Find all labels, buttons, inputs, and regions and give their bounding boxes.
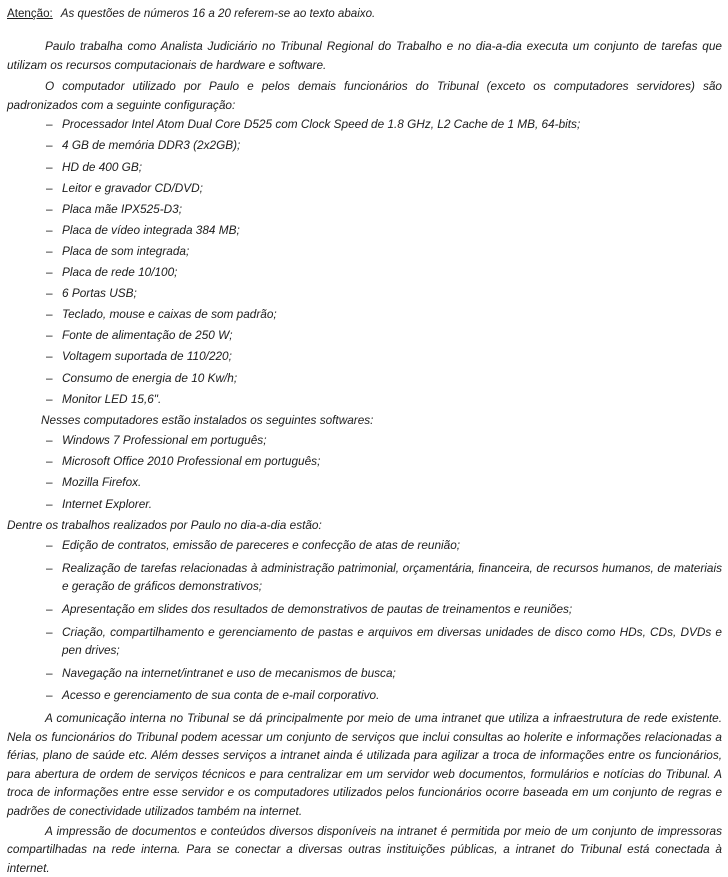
hardware-list-item (7, 390, 722, 409)
software-list (7, 431, 722, 513)
list-bullet-dash-icon: – (46, 475, 53, 490)
list-item-text: Consumo de energia de 10 Kw/h; (62, 370, 238, 385)
list-item-text: Internet Explorer. (62, 496, 153, 511)
paragraph-intro-1: Paulo trabalha como Analista Judiciário no Tribunal Regional do Trabalho e no dia-a-dia executa um conjunto de tarefas que utilizam os recursos computacionais de hardware e software. (7, 39, 722, 72)
list-item-text: Leitor e gravador CD/DVD; (62, 180, 203, 195)
list-bullet-dash-icon: – (46, 307, 53, 322)
list-item-text: Processador Intel Atom Dual Core D525 com Clock Speed de 1.8 GHz, L2 Cache de 1 MB, 64-bits; (62, 117, 581, 132)
hardware-list-item (7, 305, 722, 324)
hardware-list-item (7, 263, 722, 282)
task-list-item (7, 600, 722, 619)
hardware-list-item (7, 200, 722, 219)
list-item-text: Microsoft Office 2010 Professional em português; (62, 454, 321, 469)
hardware-list-item (7, 369, 722, 388)
list-bullet-dash-icon: – (46, 665, 53, 680)
list-bullet-dash-icon: – (46, 349, 53, 364)
list-item-text: Navegação na internet/intranet e uso de mecanismos de busca; (62, 665, 396, 680)
list-bullet-dash-icon: – (46, 159, 53, 174)
list-item-text: Placa de rede 10/100; (62, 265, 178, 280)
list-bullet-dash-icon: – (46, 222, 53, 237)
hardware-list-item (7, 136, 722, 155)
attention-notice (7, 6, 722, 21)
list-item-text: 6 Portas USB; (62, 286, 137, 301)
list-bullet-dash-icon: – (46, 560, 53, 575)
list-bullet-dash-icon: – (46, 180, 53, 195)
list-item-text: Acesso e gerenciamento de sua conta de e-mail corporativo. (62, 688, 380, 703)
task-list-item (7, 559, 722, 596)
list-bullet-dash-icon: – (46, 243, 53, 258)
list-bullet-dash-icon: – (46, 370, 53, 385)
list-item-text: Placa de vídeo integrada 384 MB; (62, 222, 240, 237)
hardware-specification-list (7, 115, 722, 408)
list-bullet-dash-icon: – (46, 328, 53, 343)
hardware-list-item (7, 221, 722, 240)
task-list-item (7, 686, 722, 705)
list-bullet-dash-icon: – (46, 433, 53, 448)
hardware-list-item (7, 284, 722, 303)
software-list-item (7, 452, 722, 471)
hardware-list-item (7, 242, 722, 261)
software-list-item (7, 431, 722, 450)
hardware-list-item (7, 115, 722, 134)
list-item-text: Placa mãe IPX525-D3; (62, 201, 182, 216)
list-item-text: 4 GB de memória DDR3 (2x2GB); (62, 138, 241, 153)
software-list-item (7, 495, 722, 514)
list-bullet-dash-icon: – (46, 496, 53, 511)
software-list-item (7, 473, 722, 492)
list-item-text: Realização de tarefas relacionadas à administração patrimonial, orçamentária, financeira, de recursos humanos, de materiais e geração de gráficos demonstrativos; (62, 560, 722, 594)
paragraph-closing-2: A impressão de documentos e conteúdos diversos disponíveis na intranet é permitida por meio de um conjunto de impressoras compartilhadas na rede interna. Para se conectar a diversas outras instituições públicas, a intranet do Tribunal está conectada à internet. (7, 823, 722, 875)
list-item-text: Mozilla Firefox. (62, 475, 142, 490)
list-bullet-dash-icon: – (46, 201, 53, 216)
task-list-item (7, 623, 722, 660)
paragraph-closing-1: A comunicação interna no Tribunal se dá principalmente por meio de uma intranet que utiliza a infraestrutura de rede existente. Nela os funcionários do Tribunal podem acessar um conjunto de serviços que inclui consultas ao holerite e informações relacionadas a férias, plano de saúde etc. Além desses serviços a intranet ainda é utilizada para agilizar a troca de informações entre os funcionários, para abertura de ordem de serviços técnicos e para centralizar em um servidor web documentos, formulários e notícias do Tribunal. A troca de informações entre esse servidor e os computadores utilizados pelos funcionários ocorre baseada em um conjunto de regras e padrões de conectividade utilizados também na internet. (7, 711, 722, 818)
hardware-list-item (7, 158, 722, 177)
tasks-list-lead: Dentre os trabalhos realizados por Paulo no dia-a-dia estão: (7, 517, 322, 532)
list-item-text: Apresentação em slides dos resultados de demonstrativos de pautas de treinamentos e reuniões; (62, 602, 573, 617)
list-bullet-dash-icon: – (46, 265, 53, 280)
list-item-text: Fonte de alimentação de 250 W; (62, 328, 233, 343)
list-item-text: Edição de contratos, emissão de pareceres e confecção de atas de reunião; (62, 538, 461, 553)
list-bullet-dash-icon: – (46, 286, 53, 301)
tasks-list (7, 536, 722, 705)
list-item-text: Teclado, mouse e caixas de som padrão; (62, 307, 277, 322)
task-list-item (7, 664, 722, 683)
hardware-list-item (7, 347, 722, 366)
list-bullet-dash-icon: – (46, 454, 53, 469)
paragraph-intro-2: O computador utilizado por Paulo e pelos demais funcionários do Tribunal (exceto os computadores servidores) são padronizados com a seguinte configuração: (7, 79, 722, 112)
list-item-text: Voltagem suportada de 110/220; (62, 349, 232, 364)
hardware-list-item (7, 326, 722, 345)
list-bullet-dash-icon: – (46, 624, 53, 639)
list-bullet-dash-icon: – (46, 138, 53, 153)
attention-label: Atenção: (7, 7, 53, 20)
list-bullet-dash-icon: – (46, 538, 53, 553)
list-item-text: HD de 400 GB; (62, 159, 142, 174)
task-list-item (7, 536, 722, 555)
list-item-text: Placa de som integrada; (62, 243, 190, 258)
list-bullet-dash-icon: – (46, 391, 53, 406)
hardware-list-item (7, 179, 722, 198)
list-bullet-dash-icon: – (46, 117, 53, 132)
list-item-text: Monitor LED 15,6". (62, 391, 162, 406)
list-item-text: Windows 7 Professional em português; (62, 433, 267, 448)
list-bullet-dash-icon: – (46, 602, 53, 617)
attention-text: As questões de números 16 a 20 referem-se ao texto abaixo. (60, 7, 376, 20)
list-item-text: Criação, compartilhamento e gerenciamento de pastas e arquivos em diversas unidades de disco como HDs, CDs, DVDs e pen drives; (62, 624, 722, 658)
software-list-lead: Nesses computadores estão instalados os seguintes softwares: (41, 412, 374, 427)
list-bullet-dash-icon: – (46, 688, 53, 703)
